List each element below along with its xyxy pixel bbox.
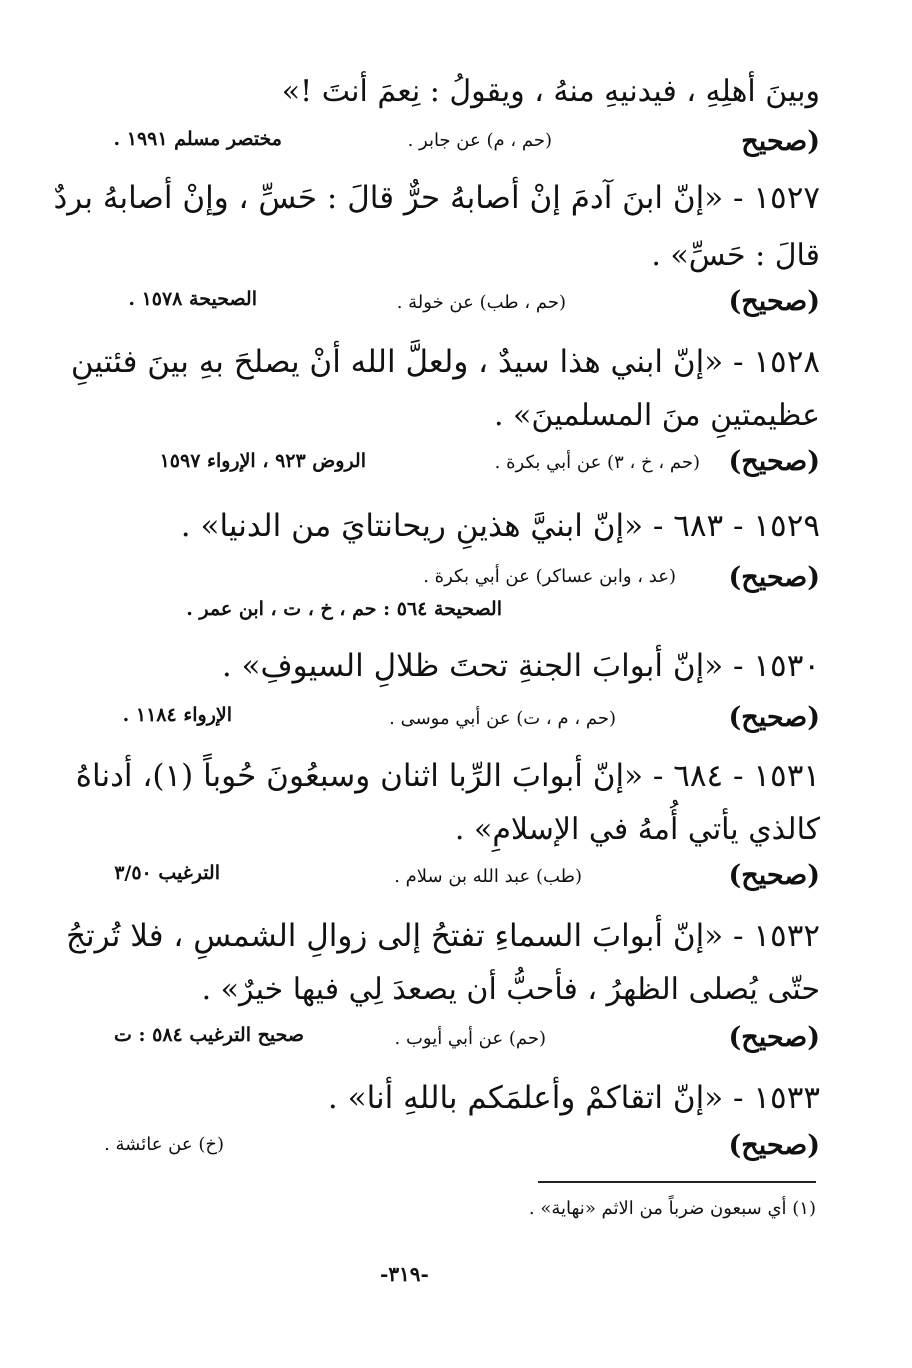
hadith-line: ١٥٣١ - ٦٨٤ - «إنّ أبوابَ الرِّبا اثنان وسبعُونَ حُوباً (١)، أدناهُ xyxy=(75,758,820,794)
source-text: الإرواء ١١٨٤ . xyxy=(122,704,232,726)
reference-text: (حم) عن أبي أيوب . xyxy=(394,1028,546,1049)
hadith-line: ١٥٣٣ - «إنّ اتقاكمْ وأعلمَكم باللهِ أنا» . xyxy=(327,1080,820,1116)
source-text: الصحيحة ١٥٧٨ . xyxy=(128,288,257,310)
page-number: -٣١٩- xyxy=(380,1262,429,1286)
hadith-line: حتّى يُصلى الظهرُ ، فأحبُّ أن يصعدَ لِي فيها خيرٌ» . xyxy=(201,972,820,1007)
grade-label: (صحيح) xyxy=(728,286,820,317)
grade-label: (صحيح xyxy=(741,126,820,157)
footnote: (١) أي سبعون ضرباً من الاثم «نهاية» . xyxy=(528,1198,816,1219)
reference-text: (حم ، م ، ت) عن أبي موسى . xyxy=(389,708,616,729)
reference-text: (حم ، م) عن جابر . xyxy=(407,130,552,151)
grade-label: (صحيح) xyxy=(728,1022,820,1053)
source-text: مختصر مسلم ١٩٩١ . xyxy=(113,128,282,150)
hadith-line: ١٥٢٧ - «إنّ ابنَ آدمَ إنْ أصابهُ حرٌّ قالَ : حَسِّ ، وإنْ أصابهُ بردٌ xyxy=(53,180,820,216)
text-line: وبينَ أهلِهِ ، فيدنيهِ منهُ ، ويقولُ : نِعمَ أنتَ !» xyxy=(281,74,820,109)
reference-text: (خ) عن عائشة . xyxy=(104,1134,224,1155)
hadith-line: عظيمتينِ منَ المسلمينَ» . xyxy=(493,398,820,433)
reference-text: (عد ، وابن عساكر) عن أبي بكرة . xyxy=(423,566,676,587)
grade-label: (صحيح) xyxy=(728,446,820,477)
footnote-divider xyxy=(538,1181,816,1183)
grade-label: (صحيح) xyxy=(728,562,820,593)
hadith-line: كالذي يأتي أُمهُ في الإسلامِ» . xyxy=(454,812,820,847)
hadith-line: ١٥٢٩ - ٦٨٣ - «إنّ ابنيَّ هذينِ ريحانتايَ من الدنيا» . xyxy=(180,508,820,544)
reference-text: (حم ، طب) عن خولة . xyxy=(396,292,566,313)
grade-label: (صحيح) xyxy=(728,1130,820,1161)
hadith-line: قالَ : حَسِّ» . xyxy=(651,238,820,273)
grade-label: (صحيح) xyxy=(728,702,820,733)
reference-text: (طب) عبد الله بن سلام . xyxy=(394,866,582,887)
source-text: الترغيب ٣/٥٠ xyxy=(114,862,220,884)
source-text: الصحيحة ٥٦٤ : حم ، خ ، ت ، ابن عمر . xyxy=(186,598,502,620)
hadith-line: ١٥٣٠ - «إنّ أبوابَ الجنةِ تحتَ ظلالِ السيوفِ» . xyxy=(221,648,820,684)
hadith-line: ١٥٢٨ - «إنّ ابني هذا سيدٌ ، ولعلَّ الله أنْ يصلحَ بهِ بينَ فئتينِ xyxy=(70,344,820,380)
reference-text: (حم ، خ ، ٣) عن أبي بكرة . xyxy=(494,452,700,473)
hadith-line: ١٥٣٢ - «إنّ أبوابَ السماءِ تفتحُ إلى زوالِ الشمسِ ، فلا تُرتجُ xyxy=(65,918,820,954)
source-text: الروض ٩٢٣ ، الإرواء ١٥٩٧ xyxy=(159,450,366,472)
source-text: صحيح الترغيب ٥٨٤ : ت xyxy=(113,1024,304,1046)
grade-label: (صحيح) xyxy=(728,860,820,891)
